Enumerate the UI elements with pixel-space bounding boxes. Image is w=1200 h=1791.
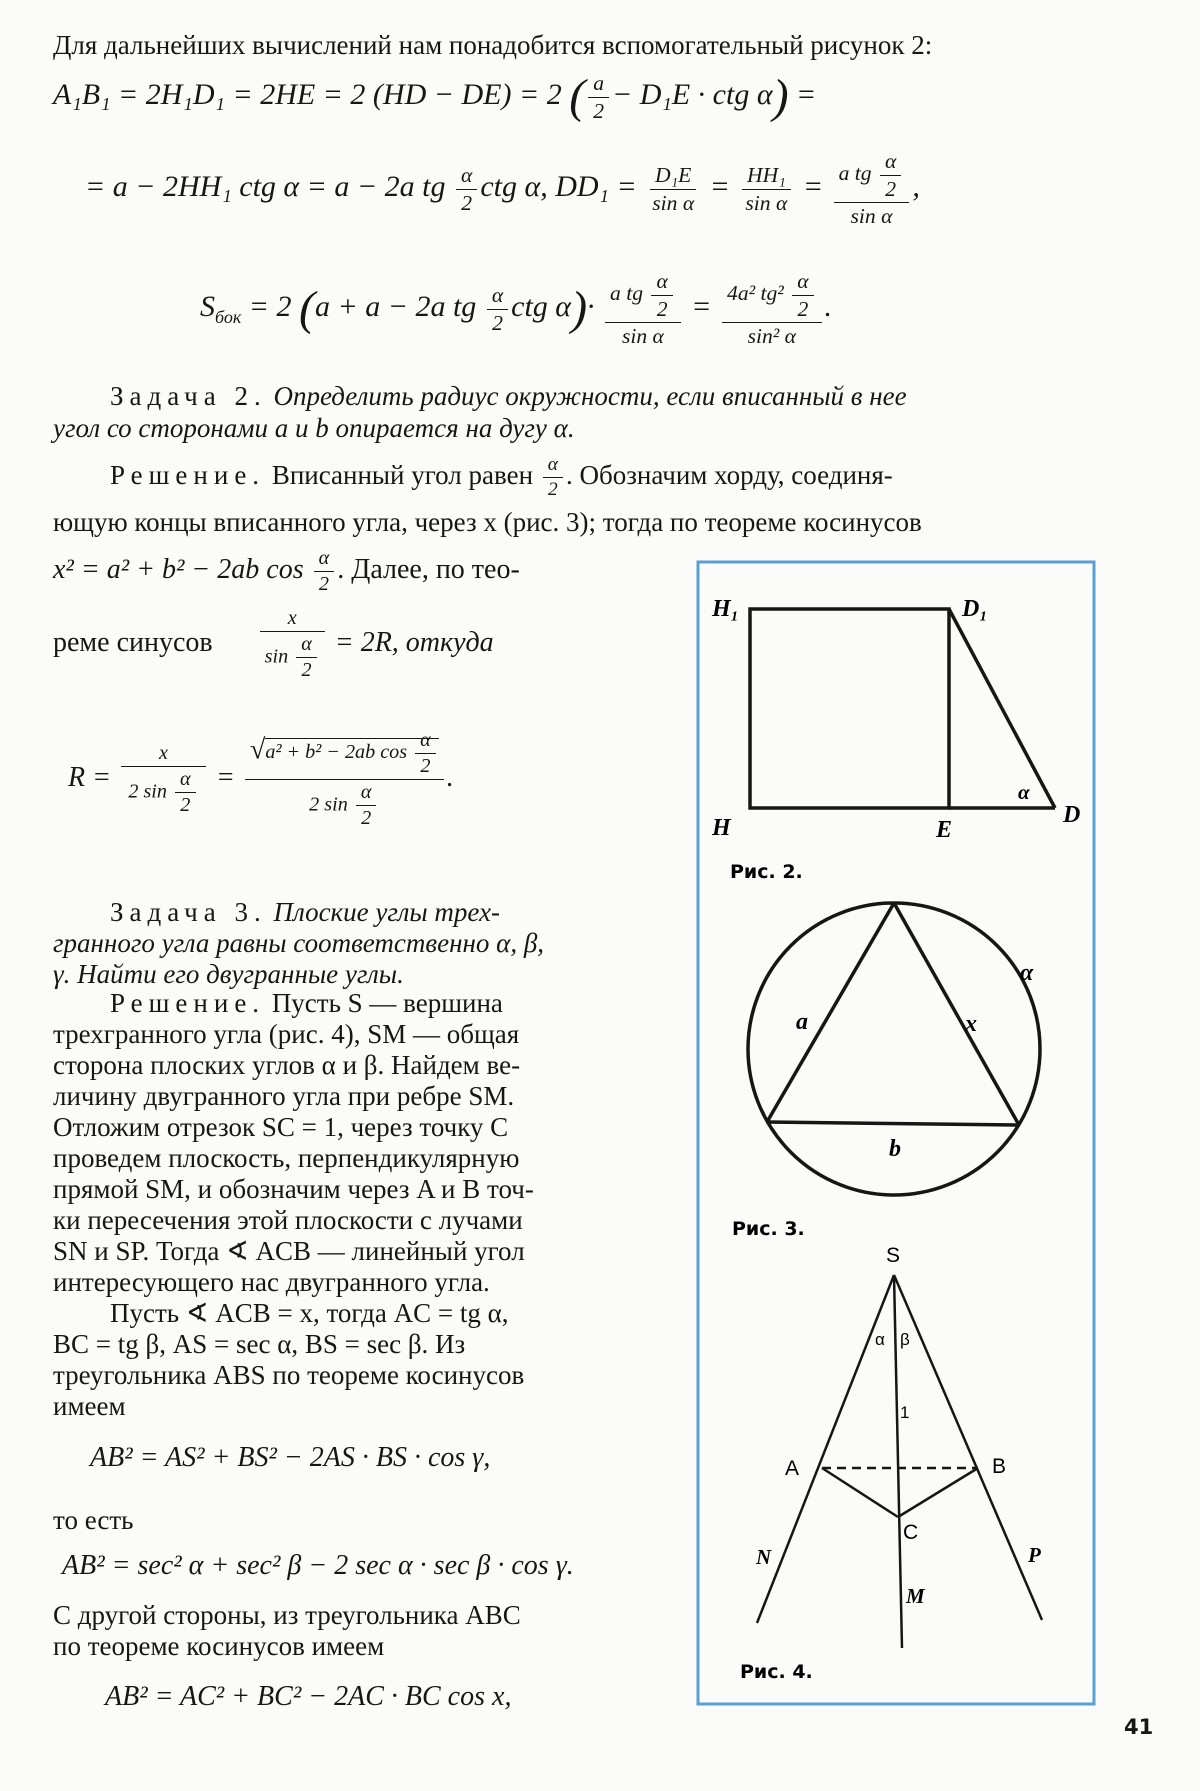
sol2-r-f2-half-den2: 2: [361, 807, 372, 830]
sol2-sine-text: реме синусов: [53, 627, 213, 659]
eq-s-half-num: α: [487, 284, 508, 310]
eq-ab-frac-den: 2: [593, 98, 604, 123]
sol2-r-equation: R = x 2 sin $\frac{\alpha}{2}$ = √a² + b² − 2ab cos $\frac{\alpha}{2}$ 2 sin $\frac{\alpha}{2}$ .: [68, 729, 454, 830]
fig3-label-b: b: [889, 1136, 901, 1162]
fig4-ray-sp: [894, 1275, 1042, 1620]
eq-dd-f3-half-num: α: [880, 150, 901, 176]
eq-s-f2-half-den: 2: [797, 296, 809, 321]
eq-dd-f3-half-den: 2: [885, 176, 897, 201]
sol3-line-12: треугольника ABS по теореме косинусов: [53, 1360, 525, 1390]
sol2-line2: ющую концы вписанного угла, через x (рис. 3); тогда по теореме косинусов: [53, 507, 922, 537]
eq-dd-f3-num: a tg: [838, 161, 872, 186]
eq-ab-lhs: A₁B₁ = 2H₁D₁ = 2HE = 2 (HD − DE) = 2: [53, 78, 562, 112]
eq-s-f2-half-num: α: [792, 270, 813, 296]
eq-s-end: .: [824, 289, 833, 323]
task3-line-0: Плоские углы трех-: [273, 897, 500, 927]
sol2-half-den: 2: [548, 479, 558, 501]
task3-line-1: гранного угла равны соответственно α, β,: [53, 928, 545, 958]
sol2-r-f2-den: 2 sin: [309, 793, 348, 816]
sol2-t2: . Обозначим хорду, соединя-: [566, 460, 893, 491]
sol3-line-0: Пусть S — вершина: [271, 988, 503, 1018]
eq-dd-f3-den: sin α: [850, 204, 893, 229]
sol3-line-5: проведем плоскость, перпендикулярную: [53, 1143, 520, 1173]
sol2-r-lhs: R =: [68, 762, 111, 794]
eq-s-f2-den: sin² α: [747, 324, 796, 349]
sol2-r-f1-den: 2 sin: [128, 780, 167, 803]
fig4-label-a: A: [785, 1457, 800, 1480]
eq-s-sub: бок: [215, 306, 242, 327]
equation-s-bok: $S_{бок} = 2$ (a + a − 2a tg $\frac{\alpha}{2}$ ctg α)· a tg $\frac{\alpha}{2}$ sin α = 4a² tg² $\frac{\alpha}{2}$ sin² α .: [200, 269, 833, 349]
fig3-label-a: a: [796, 1009, 808, 1035]
eq-dd-half-den: 2: [461, 190, 473, 215]
sol3-other-line1: С другой стороны, из треугольника ABC: [53, 1600, 521, 1630]
sol3-line-8: SN и SP. Тогда ∢ ACB — линейный угол: [53, 1236, 525, 1266]
figure-2: [750, 609, 1055, 808]
sol3-line-3: личину двугранного угла при ребре SM.: [53, 1081, 515, 1111]
sol2-r-end: .: [446, 762, 454, 794]
sol3-to-est: то есть: [53, 1505, 134, 1535]
eq-dd-part1: = a − 2HH₁ ctg α = a − 2a tg: [85, 169, 446, 203]
eq-s-lhs: S: [200, 289, 215, 323]
fig4-segment-ac: [822, 1468, 898, 1517]
eq-dd-f2-den: sin α: [745, 190, 788, 215]
fig2-caption: Рис. 2.: [730, 861, 803, 883]
fig4-label-alpha: α: [875, 1330, 885, 1349]
eq-dd-f1-den: sin α: [652, 190, 695, 215]
sol2-label: Решение.: [110, 460, 266, 491]
task2-text1: Определить радиус окружности, если вписанный в нее: [273, 381, 907, 411]
fig4-label-b: B: [992, 1455, 1007, 1478]
fig2-label-h1: H₁: [712, 596, 740, 622]
sol2-sine-den: sin: [264, 645, 289, 668]
fig4-label-s: S: [886, 1244, 901, 1267]
sol3-line-7: ки пересечения этой плоскости с лучами: [53, 1205, 523, 1235]
fig3-label-x: x: [965, 1011, 977, 1037]
eq-s-f1-half-den: 2: [656, 296, 668, 321]
fig4-caption: Рис. 4.: [740, 1661, 813, 1683]
eq-s-eq: = 2: [248, 289, 292, 323]
eq-dd-half-num: α: [456, 164, 477, 190]
sol2-half-num: α: [543, 455, 563, 478]
sol2-x2-lhs: x² = a² + b² − 2ab cos: [53, 554, 304, 586]
sol2-r-f1-num: x: [121, 743, 206, 767]
sol2-sine-num: x: [260, 608, 325, 632]
sol2-r-f1-half-num: α: [175, 769, 196, 793]
task2-label: Задача 2.: [110, 381, 267, 411]
eq-s-f2-num: 4a² tg²: [727, 281, 784, 306]
sol2-r-f2-num: a² + b² − 2ab cos: [265, 741, 408, 764]
eq-s-f1-half-num: α: [651, 270, 672, 296]
equation-a1b1: A₁B₁ = 2H₁D₁ = 2HE = 2 (HD − DE) = 2 ( $\frac{a}{2}$ − D₁E · ctg α) =: [53, 70, 817, 124]
fig2-label-e: E: [936, 817, 953, 843]
fig4-label-p: P: [1028, 1543, 1041, 1567]
intro-line: Для дальнейших вычислений нам понадобится вспомогательный рисунок 2:: [53, 30, 933, 60]
sol3-label: Решение.: [110, 988, 266, 1018]
page-number: 41: [1124, 1715, 1154, 1739]
eq-dd-f2-num: HH₁: [742, 164, 791, 190]
fig4-label-beta: β: [900, 1330, 910, 1349]
fig4-segment-bc: [898, 1468, 978, 1517]
eq-s-f1-den: sin α: [621, 324, 664, 349]
eq-s-f1-num: a tg: [610, 281, 644, 306]
sol3-line-9: интересующего нас двугранного угла.: [53, 1267, 490, 1297]
sol2-sine-half-den: 2: [301, 659, 312, 682]
eq-dd-f1-num: D₁E: [650, 164, 696, 190]
sol3-line-13: имеем: [53, 1391, 126, 1421]
eq-ab-frac-num: a: [588, 72, 609, 98]
sol2-r-f2-half-num2: α: [356, 782, 377, 806]
fig3-side-b: [767, 1122, 1019, 1125]
sol3-line-10: Пусть ∢ ACB = x, тогда AC = tg α,: [110, 1298, 509, 1328]
sol3-eq3: AB² = AC² + BC² − 2AC · BC cos x,: [105, 1681, 512, 1712]
equation-dd1: = a − 2HH₁ ctg α = a − 2a tg $\frac{\alpha}{2}$ ctg α, DD₁ = $\frac{\text{D₁E}}{\text{sin α}}$ = $\frac{\text{HH₁}}{\text{sin α}}$ = a tg $\frac{\alpha}{2}$ sin α ,: [85, 149, 920, 229]
eq-s-mid: a + a − 2a tg: [314, 289, 477, 323]
fig3-caption: Рис. 3.: [732, 1218, 805, 1240]
fig2-rectangle: [750, 609, 949, 808]
sol3-line-2: сторона плоских углов α и β. Найдем ве-: [53, 1050, 521, 1080]
task2-line2: угол со сторонами a и b опирается на дугу α.: [53, 413, 575, 443]
fig2-label-d1: D₁: [962, 596, 988, 622]
sol3-line-4: Отложим отрезок SC = 1, через точку C: [53, 1112, 509, 1142]
sol2-r-f2-half-num: α: [415, 730, 436, 754]
task3-label: Задача 3.: [110, 897, 267, 927]
sol3-eq1: AB² = AS² + BS² − 2AS · BS · cos γ,: [90, 1442, 491, 1473]
eq-s-dot: ·: [587, 289, 595, 323]
eq-dd-end: ,: [912, 169, 920, 203]
fig2-label-alpha: α: [1018, 780, 1030, 804]
fig4-ray-sn: [757, 1275, 894, 1623]
sol2-sine-half-num: α: [296, 634, 317, 658]
sol3-line-6: прямой SM, и обозначим через A и B точ-: [53, 1174, 534, 1204]
sol2-t1: Вписанный угол равен: [271, 460, 534, 491]
fig3-side-a: [767, 903, 894, 1122]
eq-ab-end: =: [796, 78, 817, 112]
sol2-x2-half-den: 2: [318, 573, 329, 596]
fig2-hypotenuse: [949, 609, 1055, 808]
sol3-line-11: BC = tg β, AS = sec α, BS = sec β. Из: [53, 1329, 466, 1359]
task3-line-2: γ. Найти его двугранные углы.: [53, 959, 404, 989]
eq-s-half-den: 2: [492, 310, 503, 335]
fig2-label-d: D: [1063, 802, 1081, 828]
sol2-r-f2-half-den: 2: [420, 755, 431, 778]
fig4-label-c: C: [903, 1521, 919, 1544]
sol2-r-f1-half-den: 2: [180, 794, 191, 817]
sol2-sine-eq: = 2R, откуда: [334, 627, 494, 659]
sol3-line-1: трехгранного угла (рис. 4), SM — общая: [53, 1019, 520, 1049]
eq-s-ctg: ctg α: [511, 289, 572, 323]
fig4-label-n: N: [756, 1545, 772, 1569]
sol3-eq2: AB² = sec² α + sec² β − 2 sec α · sec β · cos γ.: [62, 1550, 574, 1581]
sol2-x2-end: . Далее, по тео-: [337, 554, 520, 586]
eq-dd-part2: ctg α, DD₁ =: [480, 169, 637, 203]
fig3-side-x: [894, 903, 1019, 1125]
fig4-label-one: 1: [900, 1403, 910, 1422]
fig2-label-h: H: [712, 815, 731, 841]
eq-ab-rhs: − D₁E · ctg α: [612, 78, 773, 112]
fig4-label-m: M: [906, 1584, 925, 1608]
sol3-other-line2: по теореме косинусов имеем: [53, 1631, 385, 1661]
fig3-label-alpha: α: [1020, 960, 1034, 986]
sol2-x2-half-num: α: [314, 548, 335, 572]
figure-frame: [698, 562, 1094, 1704]
